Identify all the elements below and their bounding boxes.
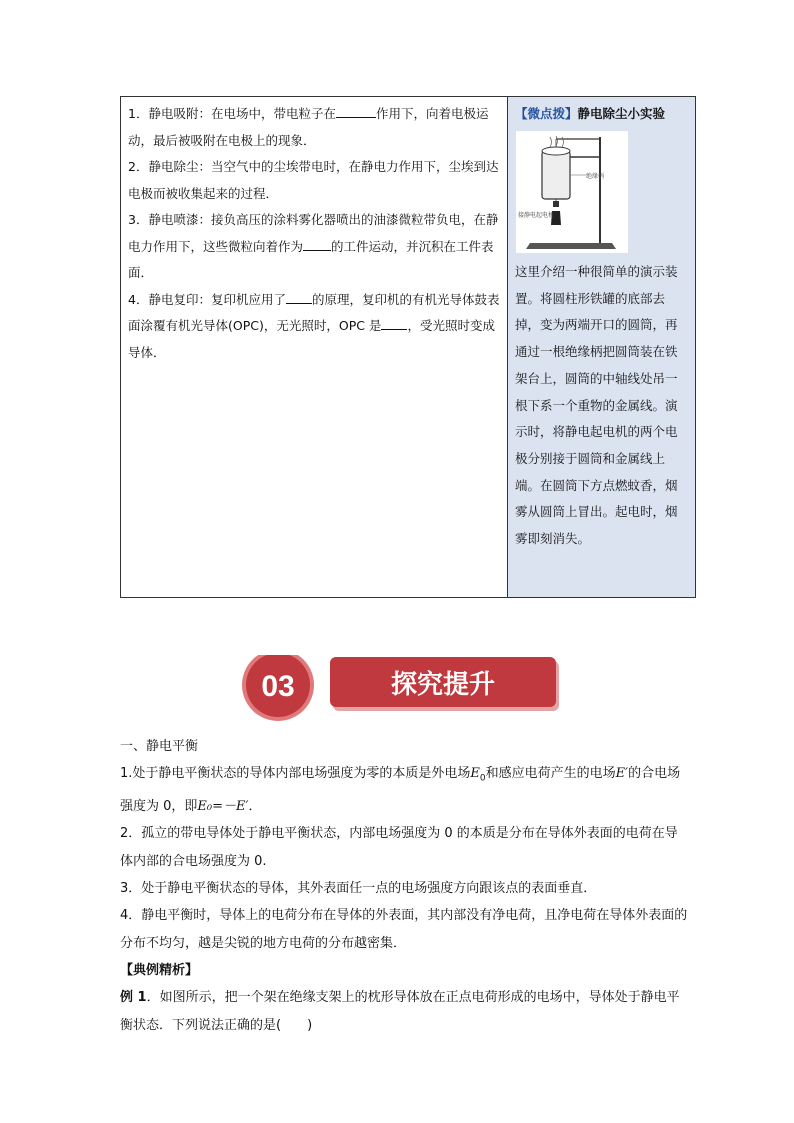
tip-title: 【微点拨】静电除尘小实验: [515, 106, 666, 121]
knowledge-list: [121, 97, 508, 597]
list-item: 2．静电除尘：当空气中的尘埃带电时，在静电力作用下，尘埃到达电极而被收集起来的过程．: [128, 159, 499, 201]
paragraph-2: 2．孤立的带电导体处于静电平衡状态，内部电场强度为 0 的本质是分布在导体外表面的电荷在导体内部的合电场强度为 0.: [120, 826, 678, 869]
tip-panel: [508, 97, 695, 597]
stand-base: [526, 243, 616, 249]
section-banner: [238, 655, 562, 733]
fill-blank: [286, 291, 312, 304]
paragraph-1: 1.处于静电平衡状态的导体内部电场强度为零的本质是外电场$E_0$和感应电荷产生的电场E′的合电场强度为 0，即E₀=－E′．: [120, 766, 681, 815]
list-item: 4．静电复印：复印机应用了 的原理，复印机的有机光导体鼓表面涂覆有机光导体(OPC)，无光照时，OPC 是 ，受光照时变成导体．: [128, 291, 500, 360]
section-content: [120, 733, 690, 1039]
example-header: 【典例精析】: [120, 962, 199, 978]
fill-blank: [336, 105, 376, 118]
figure-label-generator: 接静电起电机: [518, 212, 555, 219]
list-item: 1．静电吸附：在电场中，带电粒子在 作用下，向着电极运动，最后被吸附在电极上的现象．: [128, 106, 489, 148]
section-heading: 一、静电平衡: [120, 739, 199, 754]
cylinder: [542, 151, 570, 199]
list-item: 3．静电喷漆：接负高压的涂料雾化器喷出的油漆微粒带负电，在静电力作用下，这些微粒向着作为 的工件运动，并沉积在工件表面．: [128, 212, 499, 280]
knowledge-box: [120, 96, 696, 598]
figure-label-handle: 绝缘柄: [586, 173, 605, 180]
fill-blank: [303, 238, 331, 251]
example-question: 例 1．如图所示，把一个架在绝缘支架上的枕形导体放在正点电荷形成的电场中，导体处于静电平衡状态．下列说法正确的是( ): [120, 990, 680, 1033]
section-title: 探究提升: [390, 670, 496, 700]
tip-text: 这里介绍一种很简单的演示装置。将圆柱形铁罐的底部去掉，变为两端开口的圆筒，再通过一根绝缘柄把圆筒装在铁架台上，圆筒的中轴线处吊一根下系一个重物的金属线。演示时，将静电起电机的两个电极分别接于圆筒和金属线上端。在圆筒下方点燃蚊香，烟雾从圆筒上冒出。起电时，烟雾即刻消失。: [515, 264, 678, 547]
paragraph-4: 4．静电平衡时，导体上的电荷分布在导体的外表面，其内部没有净电荷，且净电荷在导体外表面的分布不均匀，越是尖锐的地方电荷的分布越密集．: [120, 908, 688, 951]
paragraph-3: 3．处于静电平衡状态的导体，其外表面任一点的电场强度方向跟该点的表面垂直．: [120, 881, 597, 897]
section-number: 03: [261, 670, 295, 703]
fill-blank: [381, 317, 407, 330]
electrostatic-dust-apparatus-figure: [516, 131, 628, 253]
